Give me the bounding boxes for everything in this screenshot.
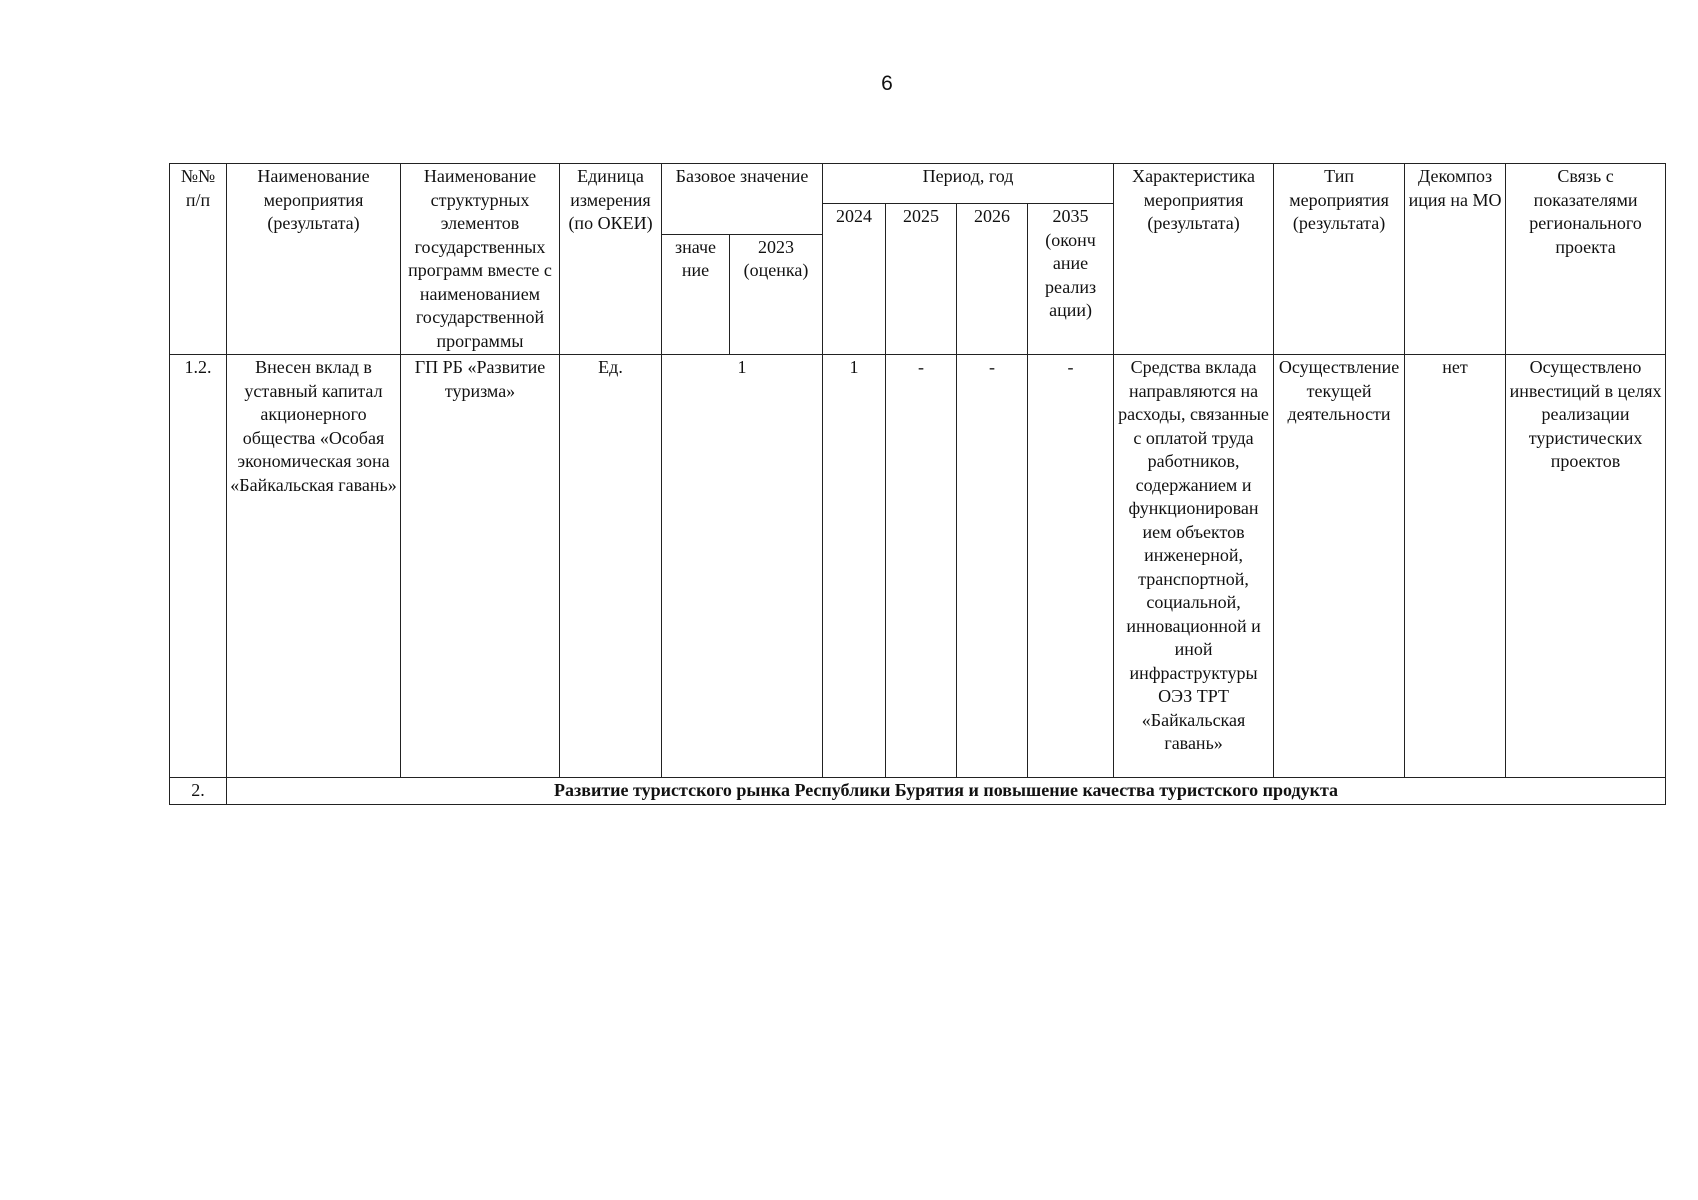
row-2035: - <box>1028 355 1114 778</box>
header-period: Период, год <box>823 164 1114 204</box>
row-2025: - <box>886 355 957 778</box>
row-event-name: Внесен вклад в уставный капитал акционерного общества «Особая экономическая зона «Байкальская гавань» <box>227 355 401 778</box>
header-base-value-sub: значе ние <box>662 234 730 355</box>
section-num: 2. <box>170 778 227 805</box>
header-decomposition: Декомпоз иция на МО <box>1405 164 1506 355</box>
row-num: 1.2. <box>170 355 227 778</box>
row-unit: Ед. <box>560 355 662 778</box>
header-year-2035: 2035 (оконч ание реализ ации) <box>1028 204 1114 355</box>
row-2026: - <box>957 355 1028 778</box>
table-row <box>170 355 1666 778</box>
section-row <box>170 778 1666 805</box>
header-link: Связь с показателями регионального проекта <box>1506 164 1666 355</box>
header-unit: Единица измерения (по ОКЕИ) <box>560 164 662 355</box>
row-link: Осуществлено инвестиций в целях реализации туристических проектов <box>1506 355 1666 778</box>
header-num: №№ п/п <box>170 164 227 355</box>
header-row-1 <box>170 164 1666 204</box>
header-struct-elements: Наименование структурных элементов государственных программ вместе с наименованием государственной программы <box>401 164 560 355</box>
header-year-2026: 2026 <box>957 204 1028 355</box>
row-base-value: 1 <box>662 355 823 778</box>
row-2024: 1 <box>823 355 886 778</box>
page-number: 6 <box>881 72 893 95</box>
row-decomposition: нет <box>1405 355 1506 778</box>
header-year-2025: 2025 <box>886 204 957 355</box>
section-title: Развитие туристского рынка Республики Бурятия и повышение качества туристского продукта <box>227 778 1666 805</box>
header-event-name: Наименование мероприятия (результата) <box>227 164 401 355</box>
header-type: Тип мероприятия (результата) <box>1274 164 1405 355</box>
row-type: Осуществление текущей деятельности <box>1274 355 1405 778</box>
header-base-value: Базовое значение <box>662 164 823 235</box>
header-base-year: 2023 (оценка) <box>730 234 823 355</box>
header-characteristic: Характеристика мероприятия (результата) <box>1114 164 1274 355</box>
row-characteristic: Средства вклада направляются на расходы, связанные с оплатой труда работников, содержанием и функционирован ием объектов инженерной, транспортной, социальной, инновационной и иной инфраструктуры ОЭЗ ТРТ «Байкальская гавань» <box>1114 355 1274 778</box>
header-year-2024: 2024 <box>823 204 886 355</box>
measures-table <box>169 163 1666 805</box>
row-struct-elements: ГП РБ «Развитие туризма» <box>401 355 560 778</box>
